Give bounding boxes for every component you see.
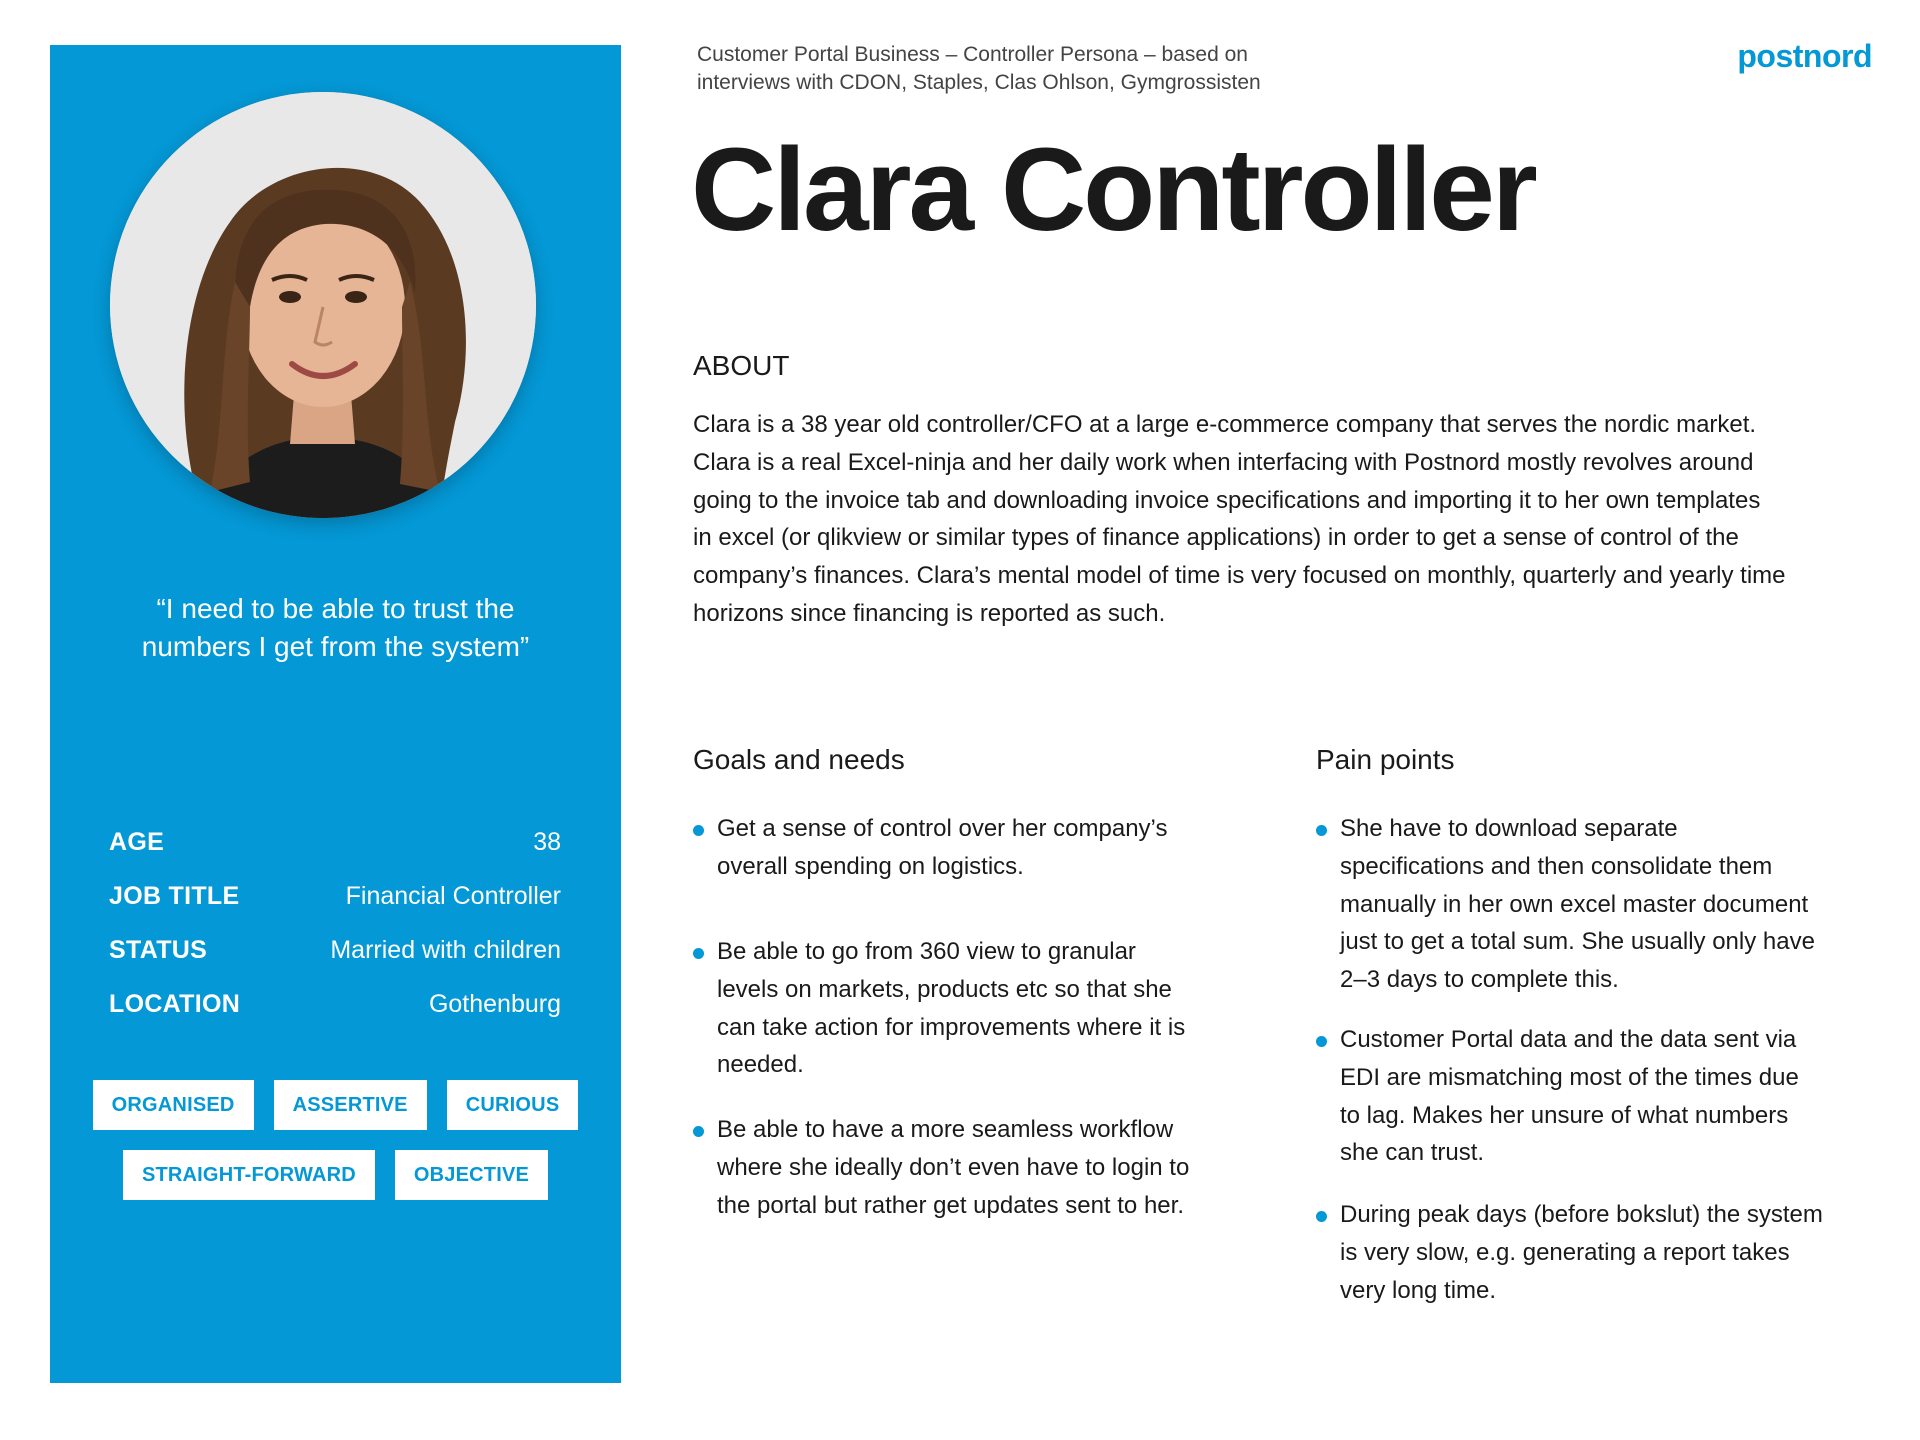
list-item-line: specifications and then consolidate them [1340,852,1773,880]
list-item-line: is very slow, e.g. generating a report takes [1340,1238,1790,1266]
list-item-line: overall spending on logistics. [717,852,1024,880]
about-line: Clara is a 38 year old controller/CFO at a large e-commerce company that serves the nordic market. [693,411,1757,438]
trait-tag-row [50,1150,621,1200]
fact-label: AGE [109,827,165,856]
goals-heading: Goals and needs [693,744,905,775]
about-line: horizons since financing is reported as such. [693,599,1166,627]
persona-photo [110,92,536,518]
bullet-dot-icon [1316,1211,1327,1222]
persona-subtitle [697,41,1317,97]
about-line: company’s finances. Clara’s mental model of time is very focused on monthly, quarterly and yearly time [693,562,1786,590]
list-item-line: needed. [717,1051,804,1079]
bullet-dot-icon [693,825,704,836]
list-item [1316,810,1815,999]
trait-tag-assertive: ASSERTIVE [274,1080,427,1130]
fact-value: Gothenburg [428,989,561,1018]
pains-heading: Pain points [1316,744,1455,775]
fact-label: LOCATION [109,989,241,1018]
list-item-line: very long time. [1340,1276,1497,1304]
trait-tags [50,1080,621,1220]
list-item-line: manually in her own excel master document [1340,890,1809,918]
bullet-dot-icon [1316,1036,1327,1047]
about-line: Clara is a real Excel-ninja and her daily work when interfacing with Postnord mostly revolves around [693,448,1754,476]
fact-location [109,977,561,1031]
list-item-line: Be able to go from 360 view to granular [717,938,1136,965]
list-item-line: she can trust. [1340,1139,1485,1167]
postnord-logo: postnord [1737,38,1872,74]
fact-value: Married with children [330,935,561,964]
about-line: in excel (or qlikview or similar types of finance applications) in order to get a sense of control of the [693,524,1739,552]
bullet-dot-icon [693,948,704,959]
bullet-dot-icon [1316,825,1327,836]
list-item-line: 2–3 days to complete this. [1340,966,1619,994]
list-item [1316,1196,1823,1309]
trait-tag-row [50,1080,621,1130]
trait-tag-organised: ORGANISED [93,1080,254,1130]
fact-label: JOB TITLE [109,881,240,910]
quote-line: “I need to be able to trust the [156,593,515,624]
list-item-line: Get a sense of control over her company’s [717,815,1168,842]
subtitle-line: Customer Portal Business – Controller Persona – based on [697,43,1248,66]
list-item-line: levels on markets, products etc so that she [717,975,1172,1003]
list-item-line: can take action for improvements where it is [717,1013,1186,1041]
list-item [693,1111,1189,1224]
about-heading: ABOUT [693,350,790,381]
list-item-line: the portal but rather get updates sent to her. [717,1191,1184,1219]
about-line: going to the invoice tab and downloading invoice specifications and importing it to her own templates [693,486,1761,514]
subtitle-line: interviews with CDON, Staples, Clas Ohlson, Gymgrossisten [697,71,1261,94]
list-item-line: She have to download separate [1340,815,1678,842]
fact-value: 38 [533,827,561,856]
list-item-line: where she ideally don’t even have to login to [717,1153,1190,1181]
list-item-line: Customer Portal data and the data sent via [1340,1026,1797,1053]
persona-sidebar [50,45,621,1383]
list-item-line: During peak days (before bokslut) the system [1340,1201,1823,1228]
trait-tag-objective: OBJECTIVE [395,1150,548,1200]
portrait-photo-icon [110,92,536,518]
list-item [1316,1021,1799,1172]
persona-name: Clara Controller [691,124,1535,256]
about-text [693,406,1883,633]
bullet-dot-icon [693,1126,704,1137]
fact-status [109,923,561,977]
list-item [693,810,1167,886]
quote-line: numbers I get from the system” [141,631,530,662]
list-item-line: just to get a total sum. She usually only have [1340,928,1815,956]
trait-tag-straight-forward: STRAIGHT-FORWARD [123,1150,375,1200]
fact-value: Financial Controller [345,881,561,910]
persona-quote [50,590,621,666]
fact-label: STATUS [109,935,208,964]
list-item-line: Be able to have a more seamless workflow [717,1116,1174,1143]
list-item-line: EDI are mismatching most of the times due [1340,1063,1799,1091]
fact-age [109,815,561,869]
list-item-line: to lag. Makes her unsure of what numbers [1340,1101,1789,1129]
persona-facts [109,815,561,1031]
list-item [693,933,1185,1084]
fact-job-title [109,869,561,923]
trait-tag-curious: CURIOUS [447,1080,579,1130]
